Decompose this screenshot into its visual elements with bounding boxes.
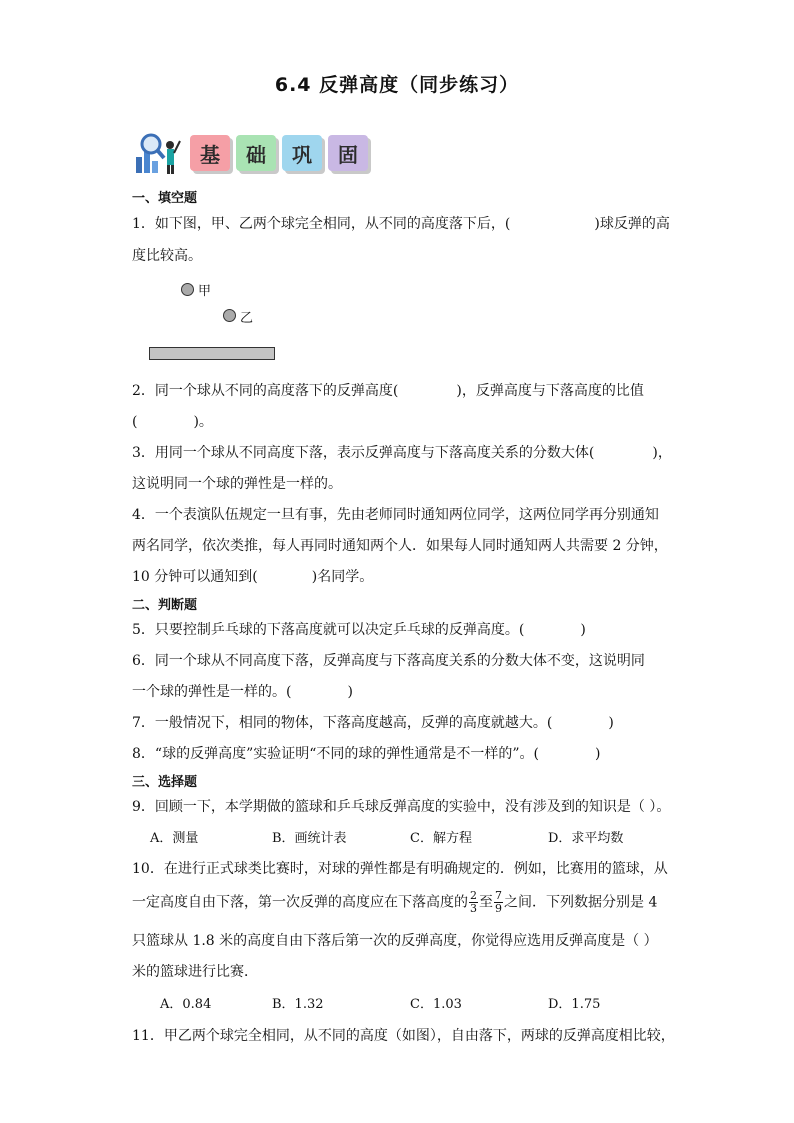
ball-yi xyxy=(223,309,236,322)
q9-option-a[interactable]: A．测量 xyxy=(150,831,199,846)
q2-line1: 2．同一个球从不同的高度落下的反弹高度( )，反弹高度与下落高度的比值 xyxy=(132,383,644,399)
q2-line2: ( )。 xyxy=(132,414,213,430)
q9-option-c[interactable]: C．解方程 xyxy=(410,831,472,846)
q10-option-a[interactable]: A．0.84 xyxy=(160,997,212,1012)
banner-char-ji: 基 xyxy=(190,135,230,171)
q4-line1: 4．一个表演队伍规定一旦有事，先由老师同时通知两位同学，这两位同学再分别通知 xyxy=(132,507,659,523)
q8-line: 8．“球的反弹高度”实验证明“不同的球的弹性通常是不一样的”。( ) xyxy=(132,746,601,762)
fraction-two-thirds: $\frac{2}{3}$ xyxy=(470,889,477,915)
q4-line3: 10 分钟可以通知到( )名同学。 xyxy=(132,569,374,585)
q10-option-b[interactable]: B．1.32 xyxy=(272,997,324,1012)
section-banner xyxy=(132,131,372,175)
q5-line: 5．只要控制乒乓球的下落高度就可以决定乒乓球的反弹高度。( ) xyxy=(132,622,586,638)
magnifier-chart-icon xyxy=(132,131,184,175)
page-title: 6.4 反弹高度（同步练习） xyxy=(274,74,520,96)
q4-line2: 两名同学，依次类推，每人再同时通知两个人．如果每人同时通知两人共需要 2 分钟， xyxy=(132,538,668,554)
q10-line4: 米的篮球进行比赛． xyxy=(132,964,258,980)
banner-char-chu: 础 xyxy=(236,135,276,171)
q6-line1: 6．同一个球从不同高度下落，反弹高度与下落高度关系的分数大体不变，这说明同 xyxy=(132,653,645,669)
q1-line1: 1．如下图，甲、乙两个球完全相同，从不同的高度落下后，( )球反弹的高 xyxy=(132,216,670,232)
q7-line: 7．一般情况下，相同的物体，下落高度越高，反弹的高度就越大。( ) xyxy=(132,715,614,731)
q10-line3: 只篮球从 1.8 米的高度自由下落后第一次的反弹高度，你觉得应选用反弹高度是（ ） xyxy=(132,933,658,949)
q10-line1: 10．在进行正式球类比赛时，对球的弹性都是有明确规定的．例如，比赛用的篮球，从 xyxy=(132,861,668,877)
q1-line2: 度比较高。 xyxy=(132,248,202,264)
section-choice-title: 三、选择题 xyxy=(132,775,198,790)
banner-char-gong: 巩 xyxy=(282,135,322,171)
section-fill-title: 一、填空题 xyxy=(132,191,198,206)
banner-char-gu: 固 xyxy=(328,135,368,171)
q9-line: 9．回顾一下，本学期做的篮球和乒乓球反弹高度的实验中，没有涉及到的知识是（ ）。 xyxy=(132,799,671,815)
q9-option-b[interactable]: B．画统计表 xyxy=(272,831,347,846)
section-judge-title: 二、判断题 xyxy=(132,598,198,613)
q10-line2: 一定高度自由下落，第一次反弹的高度应在下落高度的 $\frac{2}{3}$ 至 $\frac{7}{9}$ 之间．下列数据分别是 4 xyxy=(132,889,658,915)
q3-line2: 这说明同一个球的弹性是一样的。 xyxy=(132,476,342,492)
q10-option-c[interactable]: C．1.03 xyxy=(410,997,462,1012)
q10-option-d[interactable]: D．1.75 xyxy=(548,997,601,1012)
fraction-seven-ninths: $\frac{7}{9}$ xyxy=(495,889,502,915)
ball-jia-label: 甲 xyxy=(198,284,212,299)
q3-line1: 3．用同一个球从不同高度下落，表示反弹高度与下落高度关系的分数大体( )， xyxy=(132,445,672,461)
ball-yi-label: 乙 xyxy=(240,311,254,326)
q11-line1: 11．甲乙两个球完全相同，从不同的高度（如图），自由落下，两球的反弹高度相比较， xyxy=(132,1028,675,1044)
q6-line2: 一个球的弹性是一样的。( ) xyxy=(132,684,353,700)
ball-jia xyxy=(181,283,194,296)
q1-figure xyxy=(148,280,288,364)
floor-bar xyxy=(149,347,275,360)
q9-option-d[interactable]: D．求平均数 xyxy=(548,831,624,846)
